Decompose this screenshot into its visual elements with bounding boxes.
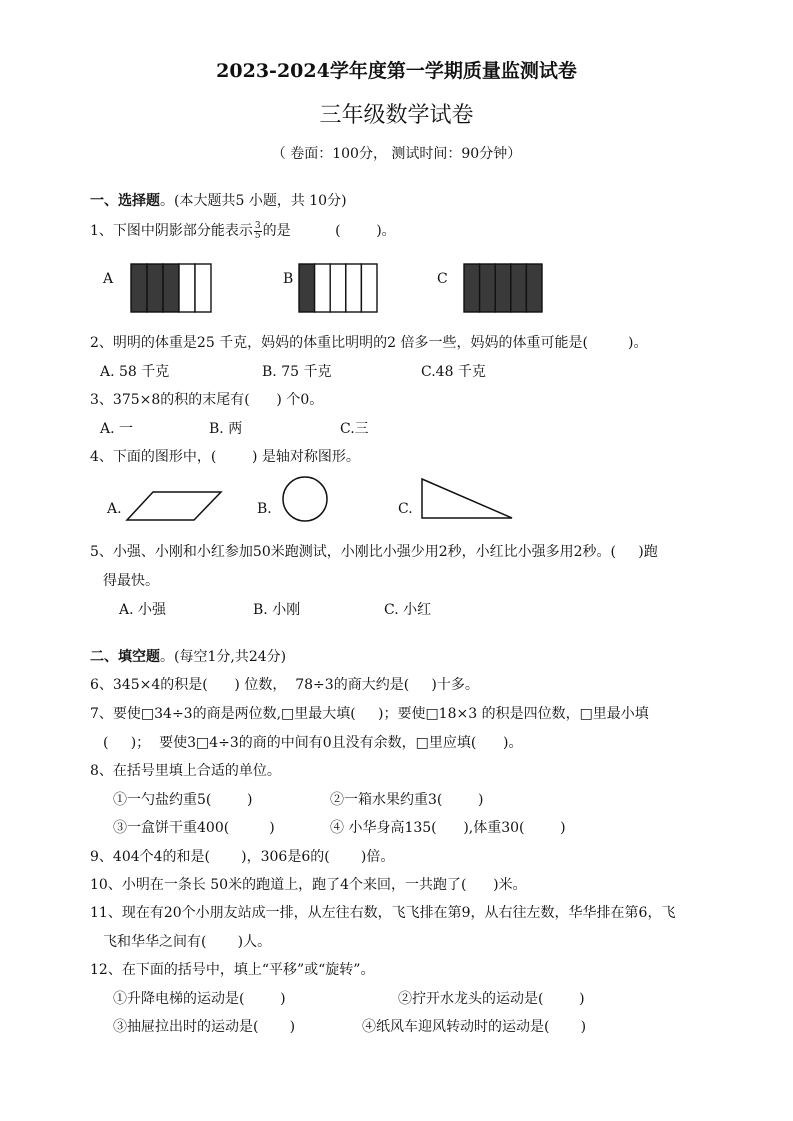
- q4-option-c: C.: [398, 501, 413, 517]
- q12-item-3: ③抽屉拉出时的运动是( ): [113, 1019, 296, 1035]
- q5-option-b: B. 小刚: [253, 602, 301, 618]
- bar-c-segment-4: [511, 264, 527, 312]
- q4-option-b: B.: [257, 501, 272, 517]
- bar-b-segment-1: [299, 264, 315, 312]
- q12-item-1: ①升降电梯的运动是( ): [113, 991, 286, 1007]
- q8-item-1: ①一勺盐约重5( ): [113, 792, 253, 808]
- question-4: 4、下面的图形中，( ) 是轴对称图形。: [90, 449, 360, 465]
- q1-fraction: [254, 222, 262, 241]
- bar-c-segment-2: [480, 264, 496, 312]
- section-1-label: 一、选择题: [90, 193, 160, 209]
- q12-item-4: ④纸风车迎风转动时的运动是( ): [362, 1019, 587, 1035]
- q3-option-a: A. 一: [100, 421, 134, 437]
- section-1-note: 。(本大题共5 小题，共 10分): [160, 193, 347, 209]
- bar-a-segment-5: [195, 264, 211, 312]
- bar-b-segment-3: [330, 264, 346, 312]
- q1-prefix: 1、下图中阴影部分能表示: [90, 223, 253, 239]
- exam-title: 2023-2024学年度第一学期质量监测试卷: [216, 60, 577, 82]
- section-2-note: 。(每空1分,共24分): [160, 649, 287, 665]
- circle-shape: [282, 476, 330, 524]
- q1-bar-c: [463, 263, 543, 313]
- q1-frac-den: 5: [254, 230, 261, 241]
- question-9: 9、404个4的和是( )，306是6的( )倍。: [90, 849, 395, 865]
- q8-item-4: ④ 小华身高135( ),体重30( ): [330, 820, 566, 836]
- q1-bar-a: [130, 263, 212, 313]
- bar-a-segment-2: [147, 264, 163, 312]
- q2-option-c: C.48 千克: [421, 364, 486, 380]
- q1-option-b-label: B: [283, 271, 294, 287]
- q3-option-c: C.三: [340, 421, 369, 437]
- section-2-label: 二、填空题: [90, 649, 160, 665]
- bar-a-segment-3: [163, 264, 179, 312]
- q1-frac-num: 3: [254, 220, 261, 231]
- right-triangle-shape: [421, 478, 513, 520]
- bar-a-segment-4: [179, 264, 195, 312]
- question-11-line-1: 11、现在有20个小朋友站成一排，从左往右数，飞飞排在第9，从右往左数，华华排在第6，飞: [90, 905, 676, 921]
- question-12: 12、在下面的括号中，填上“平移”或“旋转”。: [90, 962, 375, 978]
- q3-option-b: B. 两: [209, 421, 243, 437]
- question-6: 6、345×4的积是( ) 位数， 78÷3的商大约是( )十多。: [90, 677, 479, 693]
- exam-subtitle: 三年级数学试卷: [319, 103, 474, 128]
- question-10: 10、小明在一条长 50米的跑道上，跑了4个来回，一共跑了( )米。: [90, 877, 527, 893]
- q1-option-a-label: A: [103, 271, 114, 287]
- q12-item-2: ②拧开水龙头的运动是( ): [398, 991, 585, 1007]
- question-2: 2、明明的体重是25 千克，妈妈的体重比明明的2 倍多一些，妈妈的体重可能是( )。: [90, 335, 648, 351]
- bar-a-segment-1: [131, 264, 147, 312]
- q8-item-2: ②一箱水果约重3( ): [330, 792, 484, 808]
- question-5-line-2: 得最快。: [103, 573, 159, 589]
- q5-option-c: C. 小红: [384, 602, 432, 618]
- question-1: [90, 220, 396, 241]
- question-11-line-2: 飞和华华之间有( )人。: [103, 934, 272, 950]
- section-2-heading: [90, 646, 286, 666]
- parallelogram-shape: [126, 491, 222, 521]
- question-5-line-1: 5、小强、小刚和小红参加50米跑测试，小刚比小强少用2秒，小红比小强多用2秒。( )跑: [90, 544, 658, 560]
- q2-option-b: B. 75 千克: [262, 364, 332, 380]
- question-8: 8、在括号里填上合适的单位。: [90, 763, 281, 779]
- q2-option-a: A. 58 千克: [100, 364, 170, 380]
- question-7-line-2: ( )； 要使3□4÷3的商的中间有0且没有余数，□里应填( )。: [103, 735, 523, 751]
- question-3: 3、375×8的积的末尾有( ) 个0。: [90, 392, 324, 408]
- q4-option-a: A.: [107, 501, 122, 517]
- bar-c-segment-1: [464, 264, 480, 312]
- bar-c-segment-5: [526, 264, 542, 312]
- q5-option-a: A. 小强: [119, 602, 167, 618]
- q1-bar-b: [298, 263, 378, 313]
- score-info: （ 卷面：100分， 测试时间：90分钟）: [271, 146, 522, 162]
- bar-c-segment-3: [495, 264, 511, 312]
- section-1-heading: [90, 190, 347, 210]
- q1-option-c-label: C: [437, 271, 448, 287]
- q1-suffix: 的是 ( )。: [262, 223, 396, 239]
- bar-b-segment-4: [346, 264, 362, 312]
- bar-b-segment-2: [315, 264, 331, 312]
- bar-b-segment-5: [361, 264, 377, 312]
- q8-item-3: ③一盒饼干重400( ): [113, 820, 275, 836]
- question-7-line-1: 7、要使□34÷3的商是两位数,□里最大填( )；要使□18×3 的积是四位数，□里最小填: [90, 706, 649, 722]
